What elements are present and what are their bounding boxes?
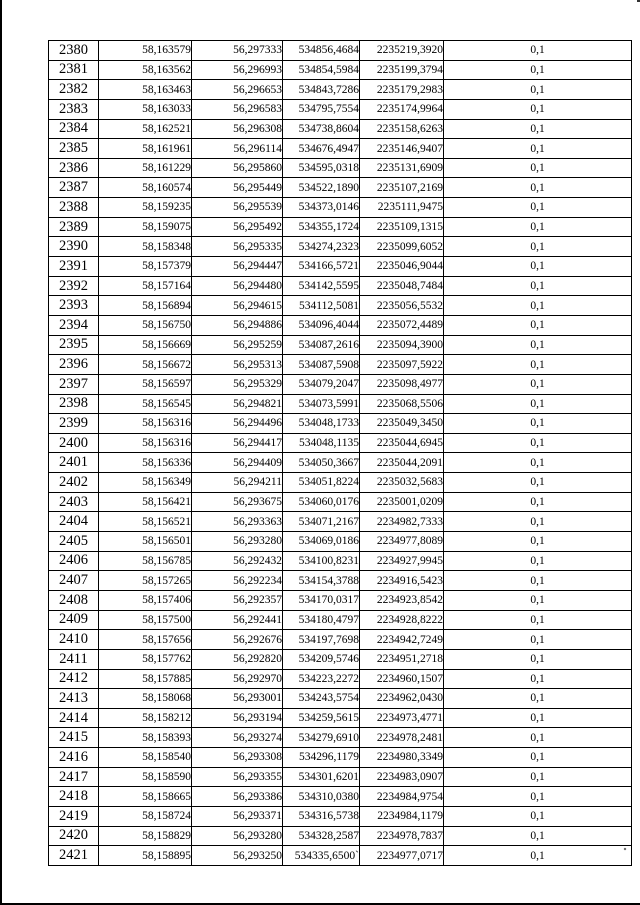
x-coordinate-cell: 534079,2047 (283, 374, 360, 394)
longitude-cell: 56,292970 (192, 669, 283, 689)
accuracy-cell: 0,1 (444, 158, 632, 178)
table-row (49, 532, 632, 552)
accuracy-cell: 0,1 (444, 846, 632, 866)
accuracy-cell: 0,1 (444, 355, 632, 375)
accuracy-cell: 0,1 (444, 394, 632, 414)
latitude-cell: 58,158348 (99, 237, 192, 257)
longitude-cell: 56,293280 (192, 532, 283, 552)
point-number: 2396 (49, 355, 99, 375)
table-row (49, 335, 632, 355)
accuracy-cell: 0,1 (444, 590, 632, 610)
y-coordinate-cell: 2234977,0717 (360, 846, 444, 866)
point-number: 2387 (49, 178, 99, 198)
accuracy-cell: 0,1 (444, 532, 632, 552)
point-number: 2380 (49, 41, 99, 61)
accuracy-cell: 0,1 (444, 571, 632, 591)
latitude-cell: 58,157164 (99, 276, 192, 296)
y-coordinate-cell: 2234984,1179 (360, 806, 444, 826)
table-row (49, 551, 632, 571)
x-coordinate-cell: 534197,7698 (283, 630, 360, 650)
latitude-cell: 58,160574 (99, 178, 192, 198)
y-coordinate-cell: 2235044,2091 (360, 453, 444, 473)
x-coordinate-cell: 534328,2587 (283, 826, 360, 846)
longitude-cell: 56,296653 (192, 80, 283, 100)
accuracy-cell: 0,1 (444, 257, 632, 277)
x-coordinate-cell: 534843,7286 (283, 80, 360, 100)
table-row (49, 394, 632, 414)
latitude-cell: 58,158665 (99, 787, 192, 807)
point-number: 2382 (49, 80, 99, 100)
x-coordinate-cell: 534051,8224 (283, 473, 360, 493)
longitude-cell: 56,295335 (192, 237, 283, 257)
accuracy-cell: 0,1 (444, 610, 632, 630)
y-coordinate-cell: 2234984,9754 (360, 787, 444, 807)
latitude-cell: 58,157265 (99, 571, 192, 591)
point-number: 2411 (49, 649, 99, 669)
accuracy-cell: 0,1 (444, 473, 632, 493)
accuracy-cell: 0,1 (444, 826, 632, 846)
accuracy-cell: 0,1 (444, 708, 632, 728)
x-coordinate-cell: 534100,8231 (283, 551, 360, 571)
y-coordinate-cell: 2235219,3920 (360, 41, 444, 61)
point-number: 2417 (49, 767, 99, 787)
y-coordinate-cell: 2234927,9945 (360, 551, 444, 571)
x-coordinate-cell: 534209,5746 (283, 649, 360, 669)
accuracy-cell: 0,1 (444, 139, 632, 159)
table-row (49, 492, 632, 512)
y-coordinate-cell: 2235109,1315 (360, 217, 444, 237)
point-number: 2384 (49, 119, 99, 139)
accuracy-cell: 0,1 (444, 296, 632, 316)
point-number: 2389 (49, 217, 99, 237)
y-coordinate-cell: 2234928,8222 (360, 610, 444, 630)
latitude-cell: 58,163463 (99, 80, 192, 100)
point-number: 2398 (49, 394, 99, 414)
longitude-cell: 56,293355 (192, 767, 283, 787)
longitude-cell: 56,293280 (192, 826, 283, 846)
point-number: 2405 (49, 532, 99, 552)
scan-left-edge (0, 0, 2, 905)
x-coordinate-cell: 534096,4044 (283, 315, 360, 335)
accuracy-cell: 0,1 (444, 276, 632, 296)
point-number: 2383 (49, 99, 99, 119)
longitude-cell: 56,292441 (192, 610, 283, 630)
point-number: 2418 (49, 787, 99, 807)
accuracy-cell: 0,1 (444, 512, 632, 532)
table-row (49, 689, 632, 709)
latitude-cell: 58,156349 (99, 473, 192, 493)
table-row (49, 669, 632, 689)
latitude-cell: 58,156894 (99, 296, 192, 316)
x-coordinate-cell: 534112,5081 (283, 296, 360, 316)
table-row (49, 806, 632, 826)
table-row (49, 41, 632, 61)
latitude-cell: 58,161961 (99, 139, 192, 159)
x-coordinate-cell: 534301,6201 (283, 767, 360, 787)
y-coordinate-cell: 2235158,6263 (360, 119, 444, 139)
longitude-cell: 56,297333 (192, 41, 283, 61)
y-coordinate-cell: 2234980,3349 (360, 748, 444, 768)
y-coordinate-cell: 2234951,2718 (360, 649, 444, 669)
y-coordinate-cell: 2235131,6909 (360, 158, 444, 178)
y-coordinate-cell: 2235056,5532 (360, 296, 444, 316)
point-number: 2406 (49, 551, 99, 571)
latitude-cell: 58,156316 (99, 433, 192, 453)
accuracy-cell: 0,1 (444, 689, 632, 709)
x-coordinate-cell: 534170,0317 (283, 590, 360, 610)
accuracy-cell: 0,1 (444, 787, 632, 807)
table-row (49, 571, 632, 591)
point-number: 2415 (49, 728, 99, 748)
longitude-cell: 56,293308 (192, 748, 283, 768)
latitude-cell: 58,158068 (99, 689, 192, 709)
y-coordinate-cell: 2234982,7333 (360, 512, 444, 532)
accuracy-cell: 0,1 (444, 60, 632, 80)
y-coordinate-cell: 2235032,5683 (360, 473, 444, 493)
latitude-cell: 58,163033 (99, 99, 192, 119)
point-number: 2393 (49, 296, 99, 316)
x-coordinate-cell: 534048,1135 (283, 433, 360, 453)
x-coordinate-cell: 534296,1179 (283, 748, 360, 768)
point-number: 2399 (49, 414, 99, 434)
x-coordinate-cell: 534048,1733 (283, 414, 360, 434)
latitude-cell: 58,157762 (99, 649, 192, 669)
longitude-cell: 56,295539 (192, 198, 283, 218)
x-coordinate-cell: 534676,4947 (283, 139, 360, 159)
point-number: 2403 (49, 492, 99, 512)
longitude-cell: 56,292357 (192, 590, 283, 610)
x-coordinate-cell: 534854,5984 (283, 60, 360, 80)
latitude-cell: 58,158540 (99, 748, 192, 768)
table-row (49, 787, 632, 807)
latitude-cell: 58,158724 (99, 806, 192, 826)
table-row (49, 826, 632, 846)
x-coordinate-cell: 534154,3788 (283, 571, 360, 591)
y-coordinate-cell: 2235072,4489 (360, 315, 444, 335)
accuracy-cell: 0,1 (444, 649, 632, 669)
latitude-cell: 58,156316 (99, 414, 192, 434)
y-coordinate-cell: 2235199,3794 (360, 60, 444, 80)
accuracy-cell: 0,1 (444, 806, 632, 826)
point-number: 2395 (49, 335, 99, 355)
x-coordinate-cell: 534060,0176 (283, 492, 360, 512)
latitude-cell: 58,156521 (99, 512, 192, 532)
table-row (49, 315, 632, 335)
table-row (49, 60, 632, 80)
table-row (49, 158, 632, 178)
y-coordinate-cell: 2234960,1507 (360, 669, 444, 689)
y-coordinate-cell: 2234973,4771 (360, 708, 444, 728)
longitude-cell: 56,296114 (192, 139, 283, 159)
point-number: 2413 (49, 689, 99, 709)
x-coordinate-cell: 534050,3667 (283, 453, 360, 473)
y-coordinate-cell: 2234962,0430 (360, 689, 444, 709)
point-number: 2390 (49, 237, 99, 257)
table-row (49, 257, 632, 277)
longitude-cell: 56,293675 (192, 492, 283, 512)
latitude-cell: 58,158393 (99, 728, 192, 748)
table-row (49, 728, 632, 748)
x-coordinate-cell: 534310,0380 (283, 787, 360, 807)
point-number: 2416 (49, 748, 99, 768)
y-coordinate-cell: 2234983,0907 (360, 767, 444, 787)
x-coordinate-cell: 534069,0186 (283, 532, 360, 552)
longitude-cell: 56,294886 (192, 315, 283, 335)
point-number: 2414 (49, 708, 99, 728)
point-number: 2409 (49, 610, 99, 630)
latitude-cell: 58,157656 (99, 630, 192, 650)
latitude-cell: 58,156669 (99, 335, 192, 355)
point-number: 2397 (49, 374, 99, 394)
latitude-cell: 58,158895 (99, 846, 192, 866)
accuracy-cell: 0,1 (444, 748, 632, 768)
longitude-cell: 56,295259 (192, 335, 283, 355)
point-number: 2400 (49, 433, 99, 453)
latitude-cell: 58,157406 (99, 590, 192, 610)
x-coordinate-cell: 534223,2272 (283, 669, 360, 689)
table-row (49, 99, 632, 119)
longitude-cell: 56,295329 (192, 374, 283, 394)
y-coordinate-cell: 2235179,2983 (360, 80, 444, 100)
table-row (49, 139, 632, 159)
latitude-cell: 58,163579 (99, 41, 192, 61)
accuracy-cell: 0,1 (444, 453, 632, 473)
latitude-cell: 58,163562 (99, 60, 192, 80)
longitude-cell: 56,296993 (192, 60, 283, 80)
y-coordinate-cell: 2234916,5423 (360, 571, 444, 591)
latitude-cell: 58,161229 (99, 158, 192, 178)
longitude-cell: 56,294480 (192, 276, 283, 296)
point-number: 2410 (49, 630, 99, 650)
accuracy-cell: 0,1 (444, 217, 632, 237)
longitude-cell: 56,293371 (192, 806, 283, 826)
accuracy-cell: 0,1 (444, 767, 632, 787)
table-row (49, 296, 632, 316)
accuracy-cell: 0,1 (444, 119, 632, 139)
latitude-cell: 58,156785 (99, 551, 192, 571)
longitude-cell: 56,296308 (192, 119, 283, 139)
y-coordinate-cell: 2235001,0209 (360, 492, 444, 512)
latitude-cell: 58,156336 (99, 453, 192, 473)
longitude-cell: 56,296583 (192, 99, 283, 119)
point-number: 2388 (49, 198, 99, 218)
coordinates-table-body (49, 41, 632, 866)
y-coordinate-cell: 2235111,9475 (360, 198, 444, 218)
x-coordinate-cell: 534274,2323 (283, 237, 360, 257)
y-coordinate-cell: 2234977,8089 (360, 532, 444, 552)
longitude-cell: 56,293274 (192, 728, 283, 748)
x-coordinate-cell: 534738,8604 (283, 119, 360, 139)
point-number: 2381 (49, 60, 99, 80)
latitude-cell: 58,157885 (99, 669, 192, 689)
latitude-cell: 58,158829 (99, 826, 192, 846)
point-number: 2385 (49, 139, 99, 159)
latitude-cell: 58,156750 (99, 315, 192, 335)
table-row (49, 846, 632, 866)
point-number: 2402 (49, 473, 99, 493)
accuracy-cell: 0,1 (444, 99, 632, 119)
accuracy-cell: 0,1 (444, 315, 632, 335)
y-coordinate-cell: 2234978,7837 (360, 826, 444, 846)
accuracy-cell: 0,1 (444, 669, 632, 689)
point-number: 2419 (49, 806, 99, 826)
y-coordinate-cell: 2235097,5922 (360, 355, 444, 375)
longitude-cell: 56,294821 (192, 394, 283, 414)
table-row (49, 276, 632, 296)
point-number: 2421 (49, 846, 99, 866)
point-number: 2392 (49, 276, 99, 296)
table-row (49, 708, 632, 728)
table-row (49, 178, 632, 198)
table-row (49, 237, 632, 257)
table-row (49, 610, 632, 630)
x-coordinate-cell: 534795,7554 (283, 99, 360, 119)
longitude-cell: 56,293363 (192, 512, 283, 532)
accuracy-cell: 0,1 (444, 551, 632, 571)
point-number: 2394 (49, 315, 99, 335)
longitude-cell: 56,294409 (192, 453, 283, 473)
longitude-cell: 56,293194 (192, 708, 283, 728)
x-coordinate-cell: 534243,5754 (283, 689, 360, 709)
table-row (49, 649, 632, 669)
longitude-cell: 56,293250 (192, 846, 283, 866)
accuracy-cell: 0,1 (444, 414, 632, 434)
accuracy-cell: 0,1 (444, 178, 632, 198)
latitude-cell: 58,156421 (99, 492, 192, 512)
latitude-cell: 58,156501 (99, 532, 192, 552)
y-coordinate-cell: 2235107,2169 (360, 178, 444, 198)
longitude-cell: 56,294496 (192, 414, 283, 434)
y-coordinate-cell: 2235068,5506 (360, 394, 444, 414)
table-row (49, 414, 632, 434)
x-coordinate-cell: 534279,6910 (283, 728, 360, 748)
y-coordinate-cell: 2235098,4977 (360, 374, 444, 394)
x-coordinate-cell: 534595,0318 (283, 158, 360, 178)
y-coordinate-cell: 2235044,6945 (360, 433, 444, 453)
y-coordinate-cell: 2235174,9964 (360, 99, 444, 119)
accuracy-cell: 0,1 (444, 198, 632, 218)
longitude-cell: 56,293001 (192, 689, 283, 709)
table-row (49, 374, 632, 394)
latitude-cell: 58,157500 (99, 610, 192, 630)
table-row (49, 355, 632, 375)
accuracy-cell: 0,1 (444, 492, 632, 512)
latitude-cell: 58,156597 (99, 374, 192, 394)
accuracy-cell: 0,1 (444, 80, 632, 100)
longitude-cell: 56,293386 (192, 787, 283, 807)
x-coordinate-cell: 534856,4684 (283, 41, 360, 61)
longitude-cell: 56,294447 (192, 257, 283, 277)
point-number: 2404 (49, 512, 99, 532)
x-coordinate-cell: 534071,2167 (283, 512, 360, 532)
latitude-cell: 58,159235 (99, 198, 192, 218)
accuracy-cell: 0,1 (444, 433, 632, 453)
longitude-cell: 56,292676 (192, 630, 283, 650)
x-coordinate-cell: 534087,2616 (283, 335, 360, 355)
table-row (49, 748, 632, 768)
longitude-cell: 56,295492 (192, 217, 283, 237)
x-coordinate-cell: 534166,5721 (283, 257, 360, 277)
y-coordinate-cell: 2234978,2481 (360, 728, 444, 748)
table-row (49, 433, 632, 453)
longitude-cell: 56,295449 (192, 178, 283, 198)
latitude-cell: 58,156672 (99, 355, 192, 375)
y-coordinate-cell: 2235094,3900 (360, 335, 444, 355)
x-coordinate-cell: 534259,5615 (283, 708, 360, 728)
x-coordinate-cell: 534335,6500` (283, 846, 360, 866)
accuracy-cell: 0,1 (444, 728, 632, 748)
table-row (49, 630, 632, 650)
point-number: 2391 (49, 257, 99, 277)
accuracy-cell: 0,1 (444, 41, 632, 61)
table-row (49, 453, 632, 473)
x-coordinate-cell: 534180,4797 (283, 610, 360, 630)
y-coordinate-cell: 2234923,8542 (360, 590, 444, 610)
longitude-cell: 56,292234 (192, 571, 283, 591)
longitude-cell: 56,294615 (192, 296, 283, 316)
table-row (49, 473, 632, 493)
x-coordinate-cell: 534316,5738 (283, 806, 360, 826)
table-row (49, 512, 632, 532)
table-row (49, 80, 632, 100)
latitude-cell: 58,159075 (99, 217, 192, 237)
accuracy-cell: 0,1 (444, 374, 632, 394)
x-coordinate-cell: 534087,5908 (283, 355, 360, 375)
point-number: 2408 (49, 590, 99, 610)
longitude-cell: 56,292432 (192, 551, 283, 571)
x-coordinate-cell: 534522,1890 (283, 178, 360, 198)
longitude-cell: 56,294417 (192, 433, 283, 453)
longitude-cell: 56,294211 (192, 473, 283, 493)
y-coordinate-cell: 2235049,3450 (360, 414, 444, 434)
x-coordinate-cell: 534373,0146 (283, 198, 360, 218)
longitude-cell: 56,295860 (192, 158, 283, 178)
point-number: 2420 (49, 826, 99, 846)
accuracy-cell: 0,1 (444, 237, 632, 257)
y-coordinate-cell: 2235046,9044 (360, 257, 444, 277)
x-coordinate-cell: 534355,1724 (283, 217, 360, 237)
table-row (49, 119, 632, 139)
latitude-cell: 58,162521 (99, 119, 192, 139)
x-coordinate-cell: 534142,5595 (283, 276, 360, 296)
longitude-cell: 56,292820 (192, 649, 283, 669)
accuracy-cell: 0,1 (444, 335, 632, 355)
y-coordinate-cell: 2234942,7249 (360, 630, 444, 650)
y-coordinate-cell: 2235048,7484 (360, 276, 444, 296)
point-number: 2386 (49, 158, 99, 178)
y-coordinate-cell: 2235146,9407 (360, 139, 444, 159)
table-row (49, 767, 632, 787)
latitude-cell: 58,156545 (99, 394, 192, 414)
latitude-cell: 58,158212 (99, 708, 192, 728)
point-number: 2407 (49, 571, 99, 591)
y-coordinate-cell: 2235099,6052 (360, 237, 444, 257)
latitude-cell: 58,157379 (99, 257, 192, 277)
accuracy-cell: 0,1 (444, 630, 632, 650)
coordinates-table (48, 40, 632, 866)
x-coordinate-cell: 534073,5991 (283, 394, 360, 414)
longitude-cell: 56,295313 (192, 355, 283, 375)
latitude-cell: 58,158590 (99, 767, 192, 787)
table-row (49, 198, 632, 218)
table-row (49, 217, 632, 237)
point-number: 2412 (49, 669, 99, 689)
table-row (49, 590, 632, 610)
point-number: 2401 (49, 453, 99, 473)
